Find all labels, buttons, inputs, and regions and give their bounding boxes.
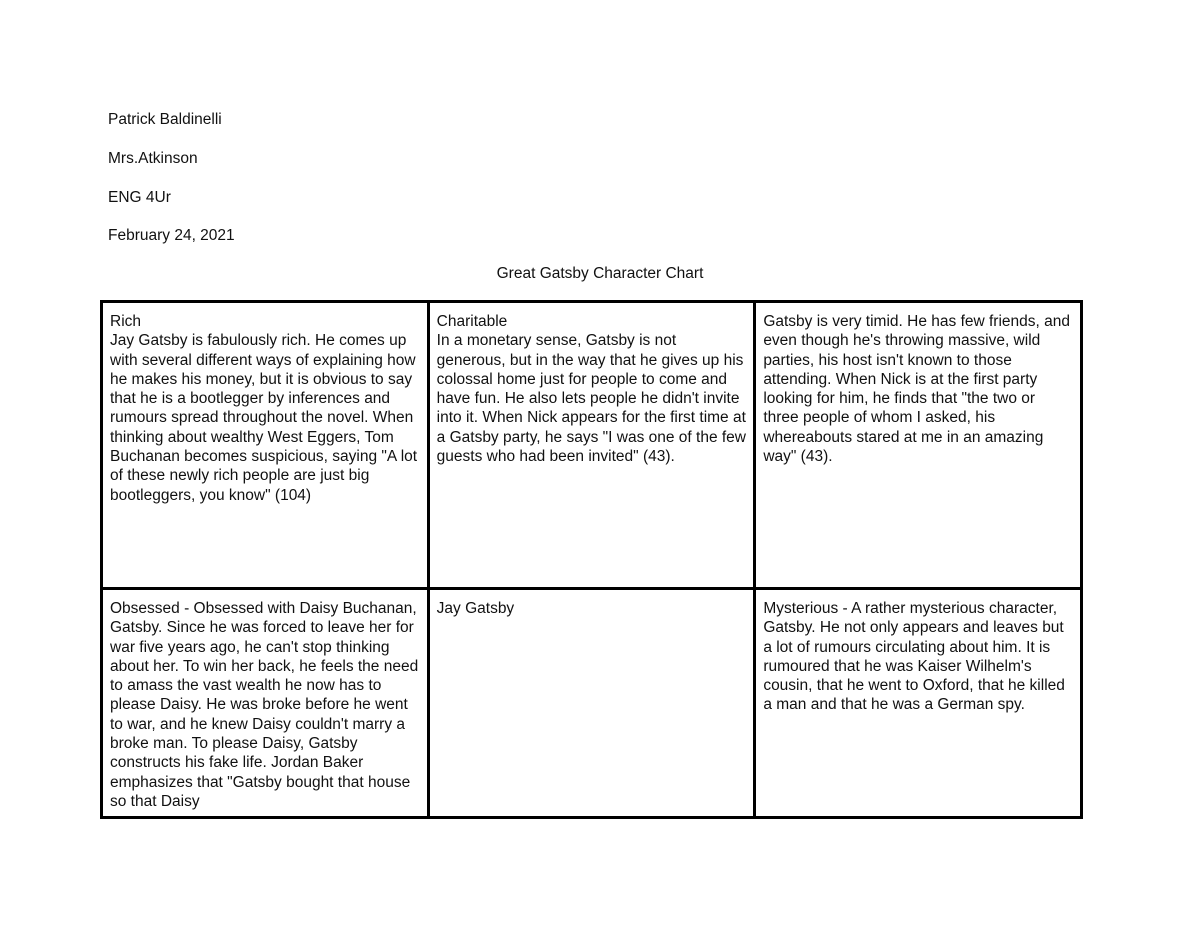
cell-heading-rich: Rich — [110, 313, 142, 330]
table-row — [102, 589, 1082, 818]
cell-body-charitable: In a monetary sense, Gatsby is not generous, but in the way that he gives up his colossal home just for people to come and have fun. He also lets people he didn't invite into it. When Nick appears for the first time at a Gatsby party, he says "I was one of the few guests who had been invited" (43). — [436, 332, 746, 466]
cell-body-timid: Gatsby is very timid. He has few friends, and even though he's throwing massive, wild parties, his host isn't known to those attending. When Nick is at the first party looking for him, he finds that "the two or three people of whom I asked, his whereabouts stared at me in an amazing way" (43). — [763, 313, 1070, 466]
teacher-name: Mrs.Atkinson — [108, 150, 198, 167]
cell-body-rich: Jay Gatsby is fabulously rich. He comes up with several different ways of explaining how he makes his money, but it is obvious to say that he is a bootlegger by inferences and rumours spread throughout the novel. When thinking about wealthy West Eggers, Tom Buchanan becomes suspicious, saying "A lot of these newly rich people are just big bootleggers, you know" (104) — [110, 332, 418, 504]
character-chart-table — [100, 300, 1083, 819]
cell-center-character — [428, 589, 755, 818]
cell-body-obsessed: Obsessed - Obsessed with Daisy Buchanan, Gatsby. Since he was forced to leave her for war five years ago, he can't stop thinking about her. To win her back, he feels the need to amass the vast wealth he now has to please Daisy. He was broke before he went to war, and he knew Daisy couldn't marry a broke man. To please Daisy, Gatsby constructs his fake life. Jordan Baker emphasizes that "Gatsby bought that house so that Daisy — [110, 600, 419, 810]
cell-charitable — [428, 302, 755, 589]
cell-body-center-character: Jay Gatsby — [436, 600, 515, 617]
course-code: ENG 4Ur — [108, 189, 171, 206]
chart-title: Great Gatsby Character Chart — [496, 265, 704, 282]
table-row — [102, 302, 1082, 589]
cell-rich — [102, 302, 429, 589]
document-date: February 24, 2021 — [108, 227, 235, 244]
cell-timid — [755, 302, 1082, 589]
cell-heading-charitable: Charitable — [436, 313, 508, 330]
cell-obsessed — [102, 589, 429, 818]
student-name: Patrick Baldinelli — [108, 111, 222, 128]
cell-body-mysterious: Mysterious - A rather mysterious character, Gatsby. He not only appears and leaves but a lot of rumours circulating about him. It is rumoured that he was Kaiser Wilhelm's cousin, that he went to Oxford, that he killed a man and that he was a German spy. — [763, 600, 1065, 714]
cell-mysterious — [755, 589, 1082, 818]
